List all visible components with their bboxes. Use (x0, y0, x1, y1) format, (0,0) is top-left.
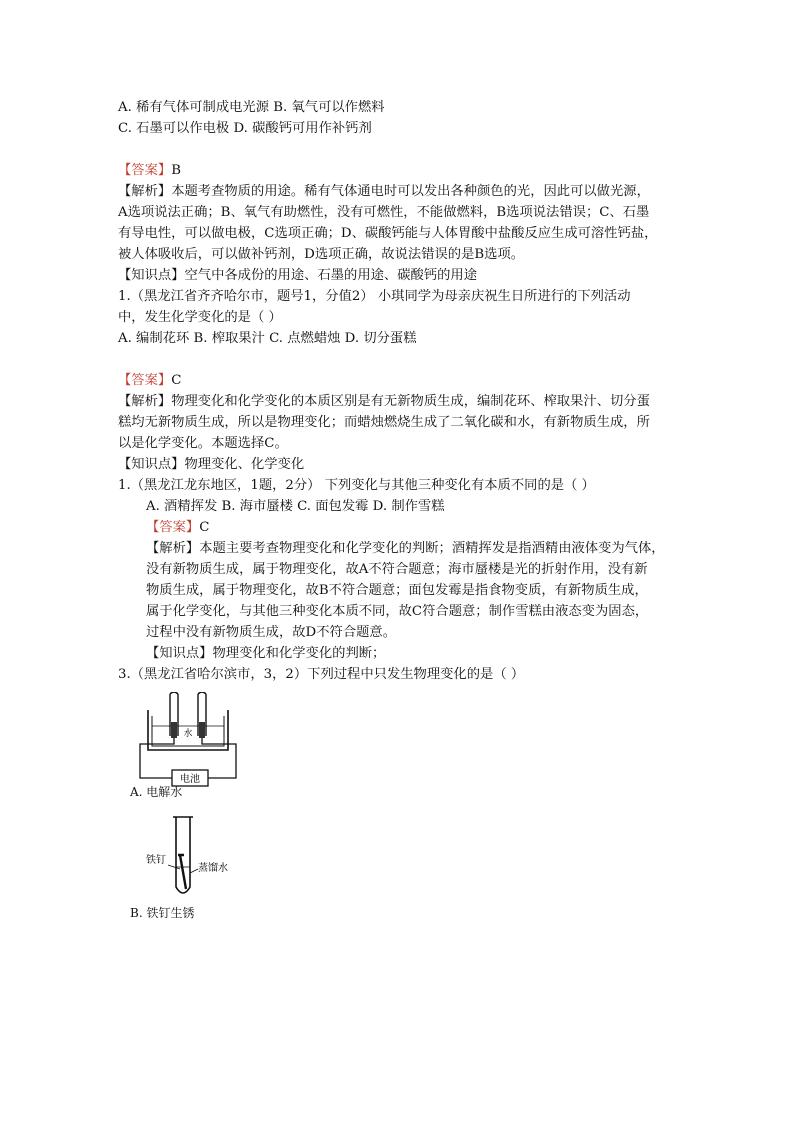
analysis-text: 属于化学变化，与其他三种变化本质不同，故C符合题意；制作雪糕由液态变为固态， (146, 604, 649, 619)
answer-line (118, 161, 181, 181)
analysis-text: 以是化学变化。本题选择C。 (118, 436, 288, 451)
answer-label: 【答案】 (118, 373, 172, 388)
analysis-line (118, 182, 650, 202)
analysis-label: 【解析】 (146, 541, 200, 556)
analysis-text: 被人体吸收后，可以做补钙剂，D选项正确，故说法错误的是B选项。 (118, 247, 525, 262)
iron-nail (178, 855, 186, 889)
question-text: 1.（黑龙江省齐齐哈尔市，题号1，分值2） 小琪同学为母亲庆祝生日所进行的下列活动 (118, 289, 631, 304)
options-line: A. 酒精挥发 B. 海市蜃楼 C. 面包发霉 D. 制作雪糕 (146, 499, 445, 514)
analysis-text: 没有新物质生成，属于物理变化，故A不符合题意；海市蜃楼是光的折射作用，没有新 (146, 562, 648, 577)
knowledge-point-line (118, 455, 304, 475)
analysis-text: 本题主要考查物理变化和化学变化的判断；酒精挥发是指酒精由液体变为气体， (199, 541, 665, 556)
analysis-label: 【解析】 (118, 394, 172, 409)
distilled-water-label: 蒸馏水 (198, 863, 228, 874)
analysis-text: 物理变化和化学变化的本质区别是有无新物质生成，编制花环、榨取果汁、切分蛋 (171, 394, 650, 409)
analysis-line (118, 392, 650, 412)
knowledge-point-label: 【知识点】 (118, 457, 185, 472)
analysis-text: 过程中没有新物质生成，故D不符合题意。 (146, 625, 397, 640)
left-electrode (171, 722, 177, 738)
analysis-text: 物质生成，属于物理变化，故B不符合题意；面包发霉是指食物变质，有新物质生成， (146, 583, 648, 598)
knowledge-point-label: 【知识点】 (118, 268, 185, 283)
analysis-line (146, 539, 665, 559)
wire-left (140, 738, 174, 778)
figure-a-caption: A. 电解水 (130, 785, 183, 799)
knowledge-point-value: 空气中各成份的用途、石墨的用途、碳酸钙的用途 (184, 268, 478, 283)
options-line: A. 编制花环 B. 榨取果汁 C. 点燃蜡烛 D. 切分蛋糕 (118, 331, 417, 346)
analysis-text: A选项说法正确；B、氧气有助燃性，没有可燃性，不能做燃料，B选项说法错误；C、石墨 (118, 205, 650, 220)
battery-label: 电池 (180, 774, 200, 785)
right-electrode (199, 722, 205, 738)
water-label-pointer (190, 869, 198, 873)
question-text: 3.（黑龙江省哈尔滨市，3，2）下列过程中只发生物理变化的是（ ） (118, 667, 525, 682)
option-line-ab: A. 稀有气体可制成电光源 B. 氧气可以作燃料 (118, 100, 385, 115)
analysis-text: 本题考查物质的用途。稀有气体通电时可以发出各种颜色的光，因此可以做光源， (171, 184, 650, 199)
knowledge-point-value: 物理变化、化学变化 (184, 457, 305, 472)
knowledge-point-line (118, 266, 477, 286)
question-text: 1.（黑龙江龙东地区，1题，2分） 下列变化与其他三种变化有本质不同的是（ ） (118, 478, 595, 493)
figure-b-caption: B. 铁钉生锈 (130, 906, 195, 920)
water-label: 水 (183, 729, 193, 739)
knowledge-point-line (146, 644, 385, 664)
answer-label: 【答案】 (118, 163, 172, 178)
option-line-cd: C. 石墨可以作电极 D. 碳酸钙可用作补钙剂 (118, 121, 372, 136)
analysis-label: 【解析】 (118, 184, 172, 199)
answer-line (146, 518, 209, 538)
answer-label: 【答案】 (146, 520, 200, 535)
knowledge-point-value: 物理变化和化学变化的判断； (212, 646, 386, 661)
question-text: 中，发生化学变化的是（ ） (118, 310, 282, 325)
nail-label: 铁钉 (146, 855, 166, 866)
knowledge-point-label: 【知识点】 (146, 646, 213, 661)
answer-value: C (171, 373, 182, 388)
nail-rust-figure (146, 815, 246, 905)
answer-value: C (199, 520, 210, 535)
analysis-text: 有导电性，可以做电极，C选项正确；D、碳酸钙能与人体胃酸中盐酸反应生成可溶性钙盐， (118, 226, 658, 241)
analysis-text: 糕均无新物质生成，所以是物理变化；而蜡烛燃烧生成了二氧化碳和水，有新物质生成，所 (118, 415, 650, 430)
answer-value: B (171, 163, 181, 178)
answer-line (118, 371, 181, 391)
